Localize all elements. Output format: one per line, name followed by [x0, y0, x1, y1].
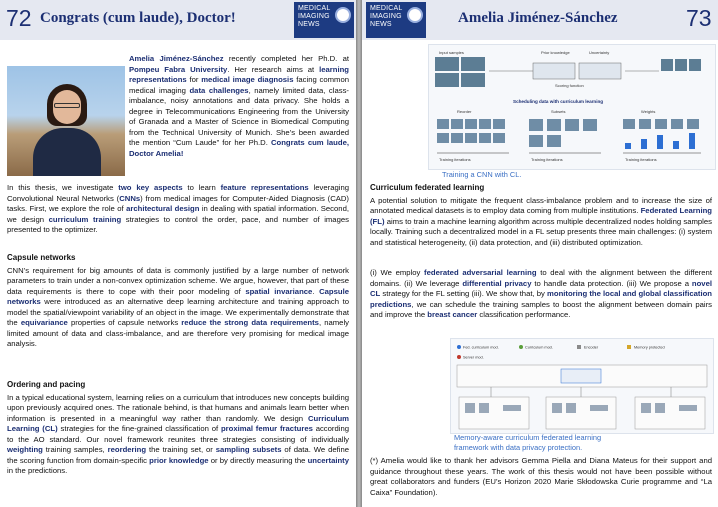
svg-text:Fed. curriculum mod.: Fed. curriculum mod.	[463, 345, 499, 350]
page-title: Congrats (cum laude), Doctor!	[40, 10, 236, 26]
svg-text:Scoring function: Scoring function	[555, 83, 584, 88]
svg-text:Weights: Weights	[641, 109, 656, 114]
section-heading: Capsule networks	[7, 253, 76, 262]
svg-text:Memory protected: Memory protected	[634, 345, 665, 350]
medical-imaging-news-logo: MEDICAL IMAGING NEWS	[366, 2, 426, 38]
author-photo	[7, 66, 125, 176]
logo-seal-icon	[407, 7, 423, 23]
svg-text:Encoder: Encoder	[584, 345, 599, 350]
page-number: 72	[6, 5, 32, 31]
right-page	[362, 0, 718, 507]
cfl-contributions: (i) We employ federated adversarial learning to deal with the alignment between the different domains. (ii) We leverage differential privacy to handle data protection. (iii) We propose a novel CL strategy for the FL setting (iii). We show that, by monitoring the local and global classification predictions, we can schedule the training samples to boost the alignment between domain pairs and improve the breast cancer classification performance.	[370, 268, 712, 319]
svg-text:Prior knowledge: Prior knowledge	[541, 50, 570, 55]
federated-learning-figure	[450, 338, 714, 434]
svg-text:Scheduling data with curriculu: Scheduling data with curriculum learning	[513, 99, 604, 104]
svg-text:Subsets: Subsets	[551, 109, 566, 114]
acknowledgements: (*) Amelia would like to thank her advisors Gemma Piella and Diana Mateus for their support and guidance throughout these years. The work of this thesis would not have been possible without great collaborators and funders (EU’s Horizon 2020 Marie Skłodowska Curie programme and “La Caixa” Foundation).	[370, 456, 712, 497]
svg-text:Uncertainty: Uncertainty	[589, 50, 610, 55]
ordering-section: Ordering and pacing In a typical educational system, learning relies on a curriculum that introduces new concepts building upon previously acquired ones. The rationale behind, is that humans and animals learn better when information is presented in a meaningful way rather than randomly. We design Curriculum Learning (CL) strategies for the fine-grained classification of proximal femur fractures according to the AO standard. Our novel framework reunites three strategies consisting of individually weighting training samples, reordering the training set, or sampling subsets of data. We define the scoring function from domain-specific prior knowledge or by directly measuring the uncertainty in the predictions.	[7, 380, 350, 475]
svg-text:Curriculum mod.: Curriculum mod.	[525, 345, 553, 350]
svg-text:Training iterations: Training iterations	[625, 157, 657, 162]
medical-imaging-news-logo: MEDICAL IMAGING NEWS	[294, 2, 354, 38]
svg-text:Training iterations: Training iterations	[531, 157, 563, 162]
figure-caption: Training a CNN with CL.	[442, 170, 522, 179]
capsule-section: Capsule networks CNN’s requirement for big amounts of data is commonly justified by a large number of network parameters to train under a non-convex optimization scheme. We argue, however, that part of these data requirements is there to cope with their poor modeling of spatial invariance. Capsule networks were introduced as an alternative deep learning architecture and training approach to model the spatial/viewpoint variability of an object in the image. We experimentally demonstrate that the equivariance properties of capsule networks reduce the strong data requirements, namely limited amount of data and class-imbalance, and are therefore very promising for medical image analysis.	[7, 253, 349, 348]
page-number: 73	[686, 5, 712, 31]
svg-text:Training iterations: Training iterations	[439, 157, 471, 162]
svg-text:Server mod.: Server mod.	[463, 355, 484, 360]
page-title: Amelia Jiménez-Sánchez	[458, 10, 618, 26]
left-page	[0, 0, 356, 507]
section-heading: Ordering and pacing	[7, 380, 86, 389]
svg-text:Input samples: Input samples	[439, 50, 464, 55]
intro-paragraph: Amelia Jiménez-Sánchez recently completed her Ph.D. at Pompeu Fabra University. Her research aims at learning representations for medical image diagnosis facing common medical imaging data challenges, namely limited data, class-imbalance, noisy annotations and data privacy. She holds a degree in Telecommunications Engineering from the University of Granada and a Master of Science in Biomedical Computing from the Technical University of Munich. She’s been awarded the mention “Cum Laude” for her Ph.D. Congrats cum laude, Doctor Amelia!	[129, 54, 349, 158]
thesis-paragraph: In this thesis, we investigate two key aspects to learn feature representations leveraging Convolutional Neural Networks (CNNs) from medical images for Computer-Aided Diagnosis (CAD) tasks. First, we explore the role of architectural design in dealing with spatial information. Second, we design curriculum training strategies to control the order, pace, and number of images presented to the optimizer.	[7, 183, 350, 234]
svg-text:Reorder: Reorder	[457, 109, 472, 114]
right-page-header	[362, 0, 718, 40]
curriculum-learning-figure	[428, 44, 716, 170]
cfl-section: Curriculum federated learning A potential solution to mitigate the frequent class-imbalance problem and to increase the size of annotated medical datasets is to employ data coming from multiple institutions. Federated Learning (FL) aims to train a machine learning algorithm across multiple decentralized nodes holding samples locally. Training such a decentralized model in a FL setup presents three main challenges: (i) system and statistical heterogeneity, (ii) data protection, and (iii) distributed optimization.	[370, 183, 712, 247]
logo-seal-icon	[335, 7, 351, 23]
figure-caption: Memory-aware curriculum federated learning framework with data privacy protection.	[454, 433, 602, 452]
left-page-header	[0, 0, 356, 40]
section-heading: Curriculum federated learning	[370, 183, 485, 192]
